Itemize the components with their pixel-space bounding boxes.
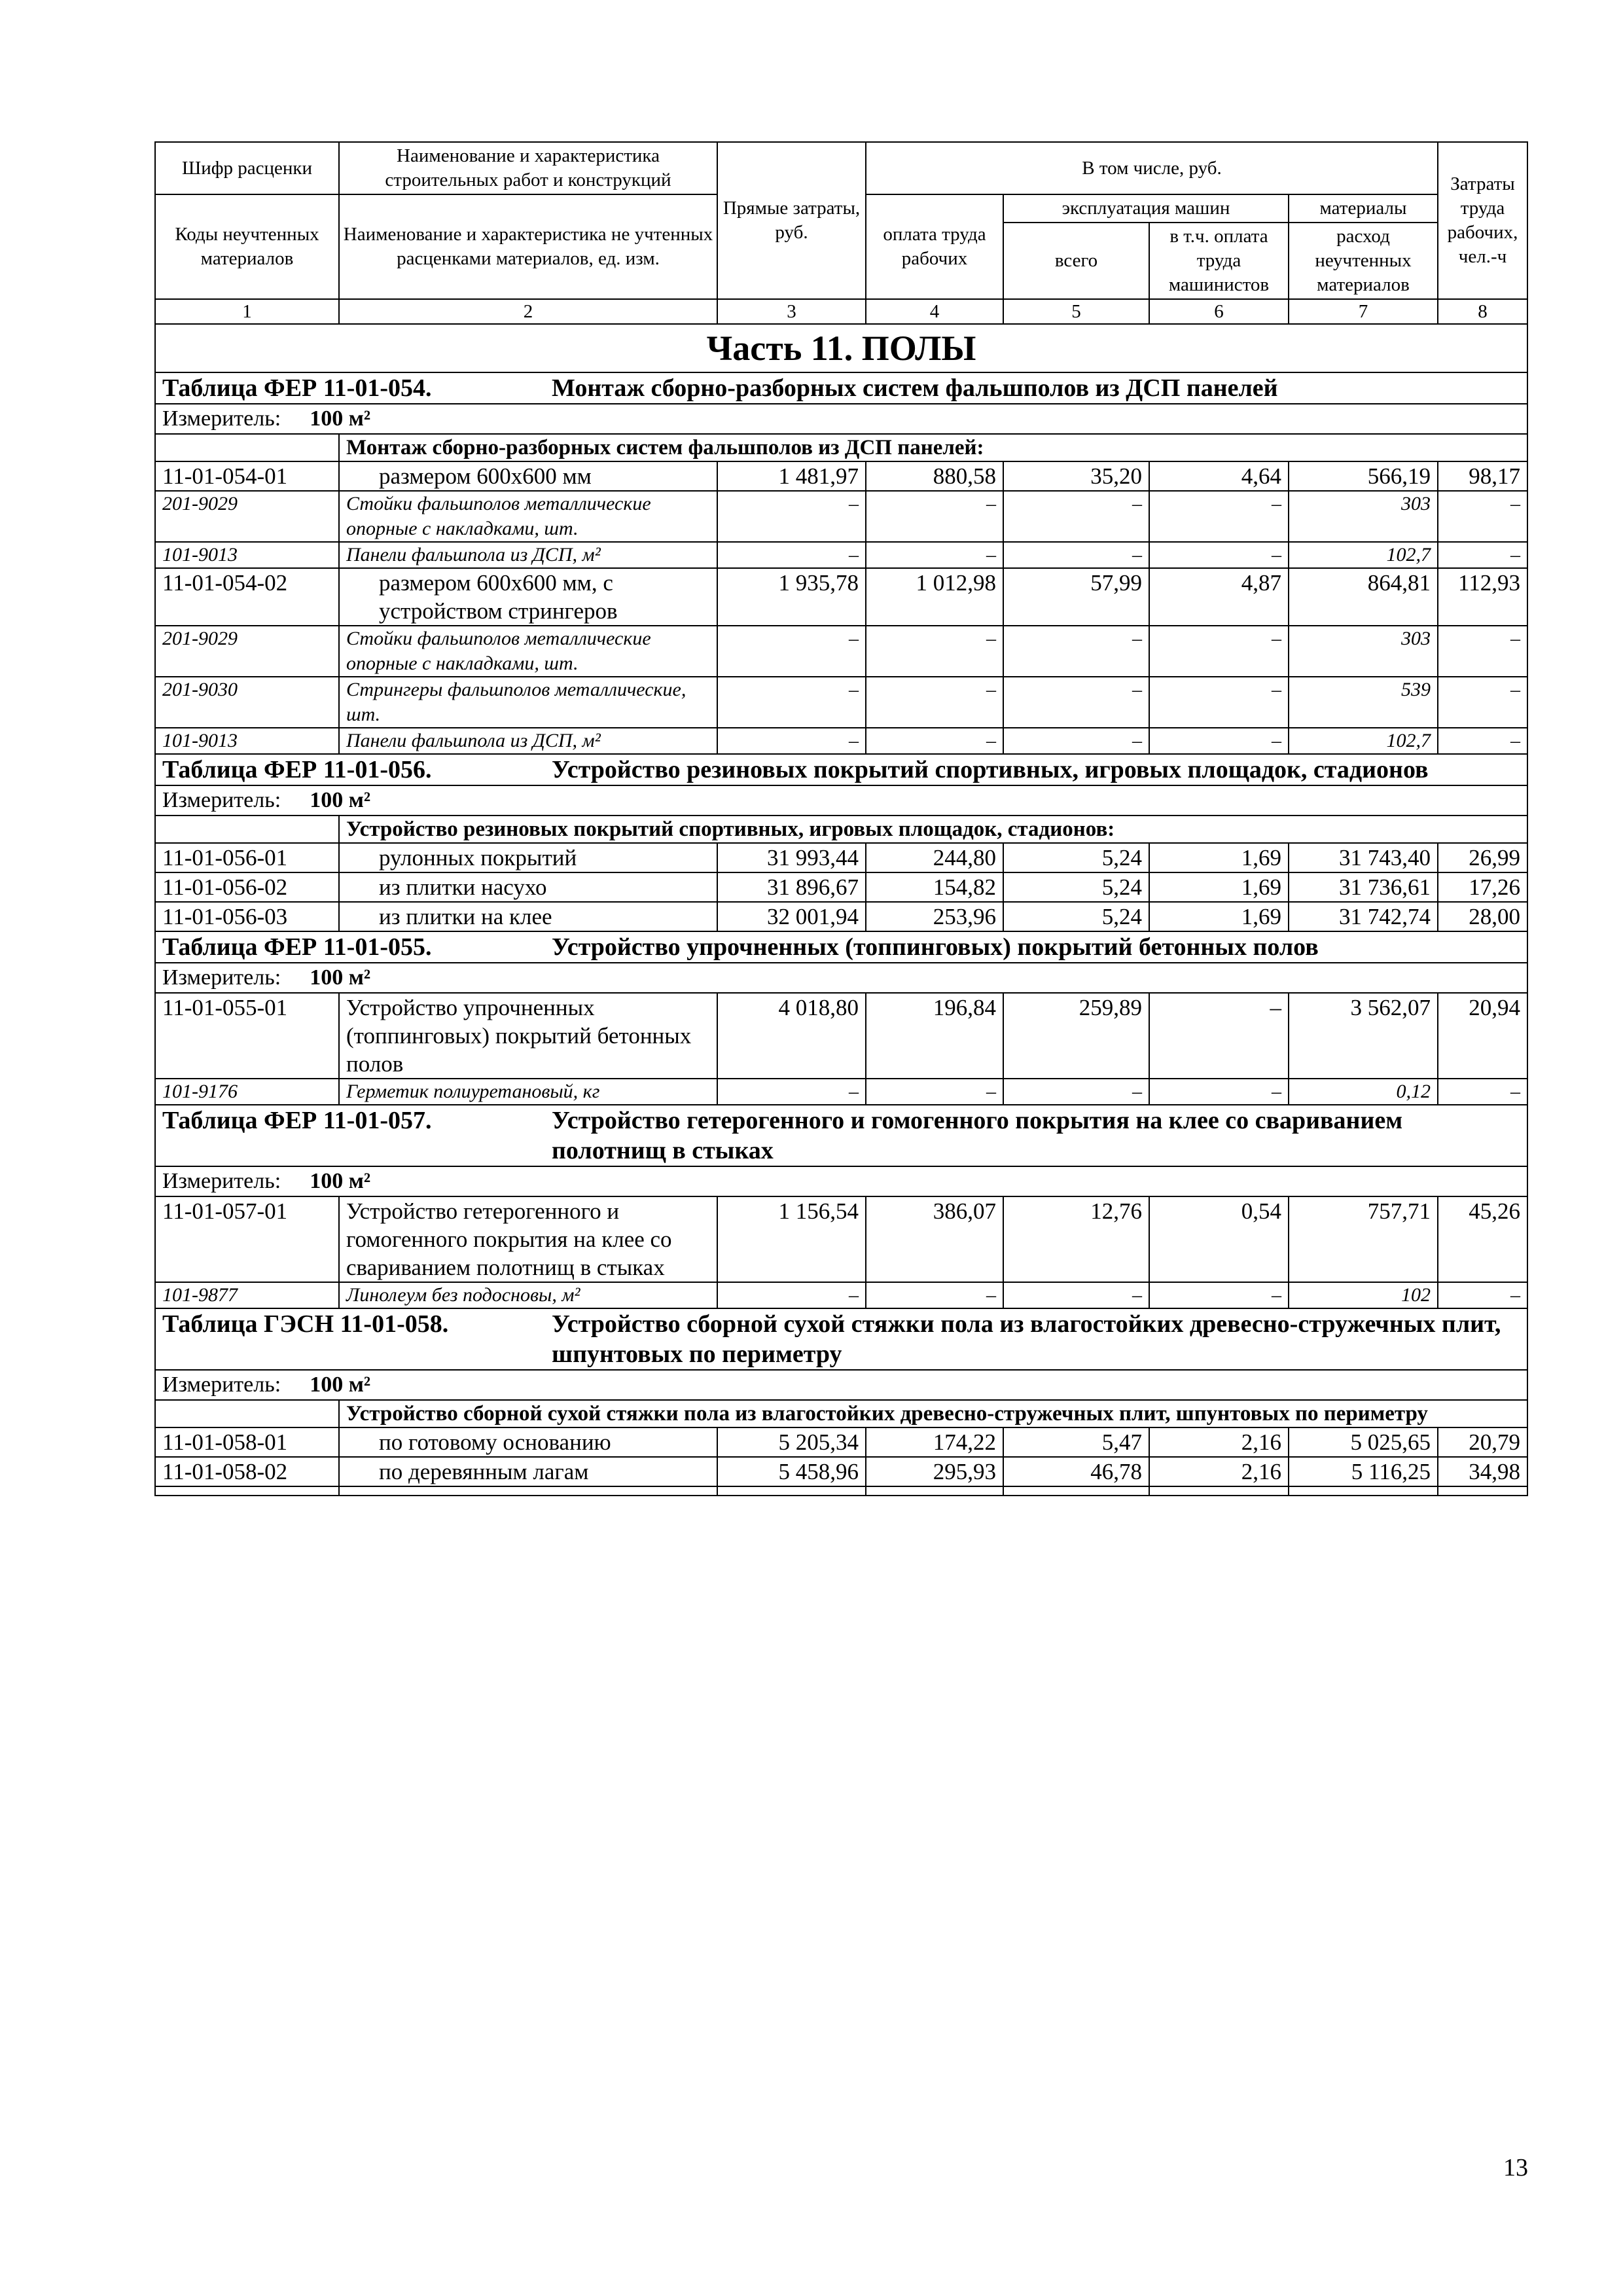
column-number: 2 (339, 299, 717, 324)
material-qty: 102,7 (1289, 728, 1438, 754)
dash: – (866, 491, 1003, 542)
measure-value: 100 м² (310, 406, 371, 431)
column-number: 6 (1149, 299, 1289, 324)
direct-cost: 32 001,94 (717, 902, 866, 931)
labor-cost: 244,80 (866, 843, 1003, 872)
material-row (155, 728, 1527, 754)
material-qty: 303 (1289, 626, 1438, 677)
header-group-incl: В том числе, руб. (866, 142, 1438, 194)
machines-cost: 259,89 (1003, 993, 1149, 1079)
material-qty: 303 (1289, 491, 1438, 542)
group-row (155, 434, 1527, 461)
dash: – (1149, 626, 1289, 677)
material-code: 101-9013 (155, 542, 339, 568)
dash: – (717, 491, 866, 542)
machines-cost: 35,20 (1003, 461, 1149, 491)
material-name: Стойки фальшполов металлические опорные с накладками, шт. (339, 491, 717, 542)
table-row (155, 902, 1527, 931)
measure-row (155, 1370, 1527, 1400)
dash: – (1438, 677, 1527, 728)
rate-name: размером 600х600 мм, с устройством стрингеров (339, 568, 717, 626)
dash: – (1003, 1079, 1149, 1105)
labor-hours: 20,94 (1438, 993, 1527, 1079)
measure-value: 100 м² (310, 965, 371, 990)
measure-value: 100 м² (310, 1169, 371, 1193)
dash: – (717, 542, 866, 568)
labor-cost: 196,84 (866, 993, 1003, 1079)
table-row (155, 872, 1527, 902)
table-title-row (155, 372, 1527, 404)
measure-row (155, 1166, 1527, 1196)
rate-code: 11-01-056-01 (155, 843, 339, 872)
table-title-row (155, 1105, 1527, 1166)
dash: – (717, 1282, 866, 1308)
dash: – (866, 1282, 1003, 1308)
rate-code: 11-01-054-02 (155, 568, 339, 626)
table-body (155, 324, 1527, 1496)
material-row (155, 542, 1527, 568)
table-code: Таблица ГЭСН 11-01-058. (162, 1310, 449, 1338)
material-name: Панели фальшпола из ДСП, м² (339, 542, 717, 568)
dash: – (1438, 626, 1527, 677)
labor-hours: 17,26 (1438, 872, 1527, 902)
material-row (155, 677, 1527, 728)
table-code: Таблица ФЕР 11-01-054. (162, 374, 432, 402)
labor-hours: 34,98 (1438, 1457, 1527, 1486)
dash: – (717, 728, 866, 754)
direct-cost: 4 018,80 (717, 993, 866, 1079)
table-code: Таблица ФЕР 11-01-056. (162, 756, 432, 783)
column-number: 3 (717, 299, 866, 324)
material-row (155, 626, 1527, 677)
table-name: Монтаж сборно-разборных систем фальшполов из ДСП панелей (552, 374, 1278, 402)
table-row (155, 1196, 1527, 1282)
header-col5: всего (1003, 223, 1149, 299)
header-col6: в т.ч. оплата труда машинистов (1149, 223, 1289, 299)
rate-code: 11-01-055-01 (155, 993, 339, 1079)
materials-cost: 31 743,40 (1289, 843, 1438, 872)
machines-cost: 5,24 (1003, 872, 1149, 902)
measure-row (155, 404, 1527, 434)
machines-cost: 5,24 (1003, 843, 1149, 872)
dash: – (1003, 677, 1149, 728)
operators-cost: 4,87 (1149, 568, 1289, 626)
material-qty: 102,7 (1289, 542, 1438, 568)
labor-cost: 154,82 (866, 872, 1003, 902)
column-number: 4 (866, 299, 1003, 324)
rate-name: из плитки на клее (339, 902, 717, 931)
rate-name: Устройство гетерогенного и гомогенного покрытия на клее со свариванием полотнищ в стыках (339, 1196, 717, 1282)
labor-hours: 20,79 (1438, 1427, 1527, 1457)
operators-cost: 2,16 (1149, 1457, 1289, 1486)
dash: – (717, 1079, 866, 1105)
dash: – (1149, 542, 1289, 568)
material-qty: 539 (1289, 677, 1438, 728)
operators-cost: – (1149, 993, 1289, 1079)
materials-cost: 757,71 (1289, 1196, 1438, 1282)
rate-code: 11-01-054-01 (155, 461, 339, 491)
dash: – (1149, 1079, 1289, 1105)
direct-cost: 1 481,97 (717, 461, 866, 491)
header-col2-top: Наименование и характеристика строительных работ и конструкций (339, 142, 717, 194)
material-qty: 102 (1289, 1282, 1438, 1308)
operators-cost: 2,16 (1149, 1427, 1289, 1457)
labor-hours: 26,99 (1438, 843, 1527, 872)
measure-label: Измеритель: (162, 788, 281, 812)
materials-cost: 31 736,61 (1289, 872, 1438, 902)
material-row (155, 1079, 1527, 1105)
direct-cost: 1 935,78 (717, 568, 866, 626)
dash: – (1438, 1079, 1527, 1105)
operators-cost: 1,69 (1149, 843, 1289, 872)
material-qty: 0,12 (1289, 1079, 1438, 1105)
dash: – (1438, 1282, 1527, 1308)
direct-cost: 5 458,96 (717, 1457, 866, 1486)
table-title-row (155, 931, 1527, 963)
dash: – (1003, 1282, 1149, 1308)
dash: – (1003, 626, 1149, 677)
material-name: Стойки фальшполов металлические опорные с накладками, шт. (339, 626, 717, 677)
header-group-materials: материалы (1289, 194, 1438, 223)
table-header (155, 142, 1527, 324)
operators-cost: 0,54 (1149, 1196, 1289, 1282)
table-name: Устройство гетерогенного и гомогенного покрытия на клее со свариванием полотнищ в стыках (552, 1107, 1403, 1164)
rates-table (154, 141, 1528, 1496)
header-col1-bottom: Коды неучтенных материалов (155, 194, 339, 299)
direct-cost: 1 156,54 (717, 1196, 866, 1282)
rate-code: 11-01-058-01 (155, 1427, 339, 1457)
column-number: 5 (1003, 299, 1149, 324)
material-row (155, 491, 1527, 542)
dash: – (1438, 491, 1527, 542)
header-col1-top: Шифр расценки (155, 142, 339, 194)
materials-cost: 864,81 (1289, 568, 1438, 626)
header-col7: расход неучтенных материалов (1289, 223, 1438, 299)
machines-cost: 5,47 (1003, 1427, 1149, 1457)
rate-name: Устройство упрочненных (топпинговых) покрытий бетонных полов (339, 993, 717, 1079)
column-number: 8 (1438, 299, 1527, 324)
material-name: Стрингеры фальшполов металлические, шт. (339, 677, 717, 728)
group-title: Устройство сборной сухой стяжки пола из влагостойких древесно-стружечных плит, шпунтовых по периметру (339, 1400, 1527, 1427)
dash: – (866, 728, 1003, 754)
column-number: 1 (155, 299, 339, 324)
operators-cost: 1,69 (1149, 902, 1289, 931)
labor-hours: 98,17 (1438, 461, 1527, 491)
column-numbers-row (155, 299, 1527, 324)
material-code: 201-9030 (155, 677, 339, 728)
dash: – (1149, 728, 1289, 754)
labor-cost: 386,07 (866, 1196, 1003, 1282)
dash: – (866, 626, 1003, 677)
rate-code: 11-01-056-03 (155, 902, 339, 931)
table-row (155, 568, 1527, 626)
machines-cost: 5,24 (1003, 902, 1149, 931)
machines-cost: 57,99 (1003, 568, 1149, 626)
dash: – (1438, 728, 1527, 754)
dash: – (717, 677, 866, 728)
labor-hours: 28,00 (1438, 902, 1527, 931)
operators-cost: 1,69 (1149, 872, 1289, 902)
measure-label: Измеритель: (162, 965, 281, 990)
material-code: 101-9176 (155, 1079, 339, 1105)
group-row (155, 1400, 1527, 1427)
rate-name: рулонных покрытий (339, 843, 717, 872)
table-title-row (155, 754, 1527, 785)
materials-cost: 566,19 (1289, 461, 1438, 491)
part-title: Часть 11. ПОЛЫ (155, 324, 1527, 372)
labor-hours: 112,93 (1438, 568, 1527, 626)
labor-cost: 1 012,98 (866, 568, 1003, 626)
rate-code: 11-01-058-02 (155, 1457, 339, 1486)
header-col3: Прямые затраты, руб. (717, 142, 866, 299)
table-title-row (155, 1308, 1527, 1370)
materials-cost: 31 742,74 (1289, 902, 1438, 931)
machines-cost: 12,76 (1003, 1196, 1149, 1282)
header-col2-bottom: Наименование и характеристика не учтенных расценками материалов, ед. изм. (339, 194, 717, 299)
labor-cost: 295,93 (866, 1457, 1003, 1486)
rate-code: 11-01-056-02 (155, 872, 339, 902)
labor-hours: 45,26 (1438, 1196, 1527, 1282)
rate-name: размером 600х600 мм (339, 461, 717, 491)
table-code: Таблица ФЕР 11-01-057. (162, 1107, 432, 1134)
rate-name: по готовому основанию (339, 1427, 717, 1457)
group-title: Монтаж сборно-разборных систем фальшполов из ДСП панелей: (339, 434, 1527, 461)
materials-cost: 5 116,25 (1289, 1457, 1438, 1486)
material-name: Линолеум без подосновы, м² (339, 1282, 717, 1308)
operators-cost: 4,64 (1149, 461, 1289, 491)
group-row (155, 816, 1527, 843)
measure-label: Измеритель: (162, 1372, 281, 1397)
dash: – (717, 626, 866, 677)
dash: – (866, 542, 1003, 568)
table-row (155, 993, 1527, 1079)
dash: – (866, 1079, 1003, 1105)
page-number: 13 (1503, 2154, 1528, 2181)
table-row (155, 1457, 1527, 1486)
machines-cost: 46,78 (1003, 1457, 1149, 1486)
dash: – (1003, 728, 1149, 754)
rate-name: из плитки насухо (339, 872, 717, 902)
header-col4: оплата труда рабочих (866, 194, 1003, 299)
material-code: 101-9877 (155, 1282, 339, 1308)
header-col8: Затраты труда рабочих, чел.-ч (1438, 142, 1527, 299)
dash: – (1149, 677, 1289, 728)
rate-name: по деревянным лагам (339, 1457, 717, 1486)
direct-cost: 31 896,67 (717, 872, 866, 902)
measure-row (155, 785, 1527, 816)
labor-cost: 880,58 (866, 461, 1003, 491)
materials-cost: 5 025,65 (1289, 1427, 1438, 1457)
materials-cost: 3 562,07 (1289, 993, 1438, 1079)
measure-label: Измеритель: (162, 406, 281, 431)
material-row (155, 1282, 1527, 1308)
table-code: Таблица ФЕР 11-01-055. (162, 933, 432, 961)
direct-cost: 5 205,34 (717, 1427, 866, 1457)
table-name: Устройство сборной сухой стяжки пола из влагостойких древесно-стружечных плит, шпунтовых по периметру (552, 1310, 1501, 1368)
header-group-machines: эксплуатация машин (1003, 194, 1289, 223)
dash: – (1438, 542, 1527, 568)
material-name: Панели фальшпола из ДСП, м² (339, 728, 717, 754)
table-row (155, 843, 1527, 872)
measure-row (155, 963, 1527, 993)
measure-value: 100 м² (310, 788, 371, 812)
dash: – (1003, 491, 1149, 542)
measure-value: 100 м² (310, 1372, 371, 1397)
column-number: 7 (1289, 299, 1438, 324)
material-code: 101-9013 (155, 728, 339, 754)
rate-code: 11-01-057-01 (155, 1196, 339, 1282)
material-code: 201-9029 (155, 491, 339, 542)
direct-cost: 31 993,44 (717, 843, 866, 872)
material-name: Герметик полиуретановый, кг (339, 1079, 717, 1105)
labor-cost: 253,96 (866, 902, 1003, 931)
dash: – (1149, 1282, 1289, 1308)
table-name: Устройство упрочненных (топпинговых) покрытий бетонных полов (552, 933, 1319, 961)
dash: – (1149, 491, 1289, 542)
labor-cost: 174,22 (866, 1427, 1003, 1457)
table-name: Устройство резиновых покрытий спортивных, игровых площадок, стадионов (552, 756, 1429, 783)
material-code: 201-9029 (155, 626, 339, 677)
table-row (155, 1427, 1527, 1457)
dash: – (1003, 542, 1149, 568)
group-title: Устройство резиновых покрытий спортивных, игровых площадок, стадионов: (339, 816, 1527, 843)
dash: – (866, 677, 1003, 728)
measure-label: Измеритель: (162, 1169, 281, 1193)
table-row (155, 461, 1527, 491)
